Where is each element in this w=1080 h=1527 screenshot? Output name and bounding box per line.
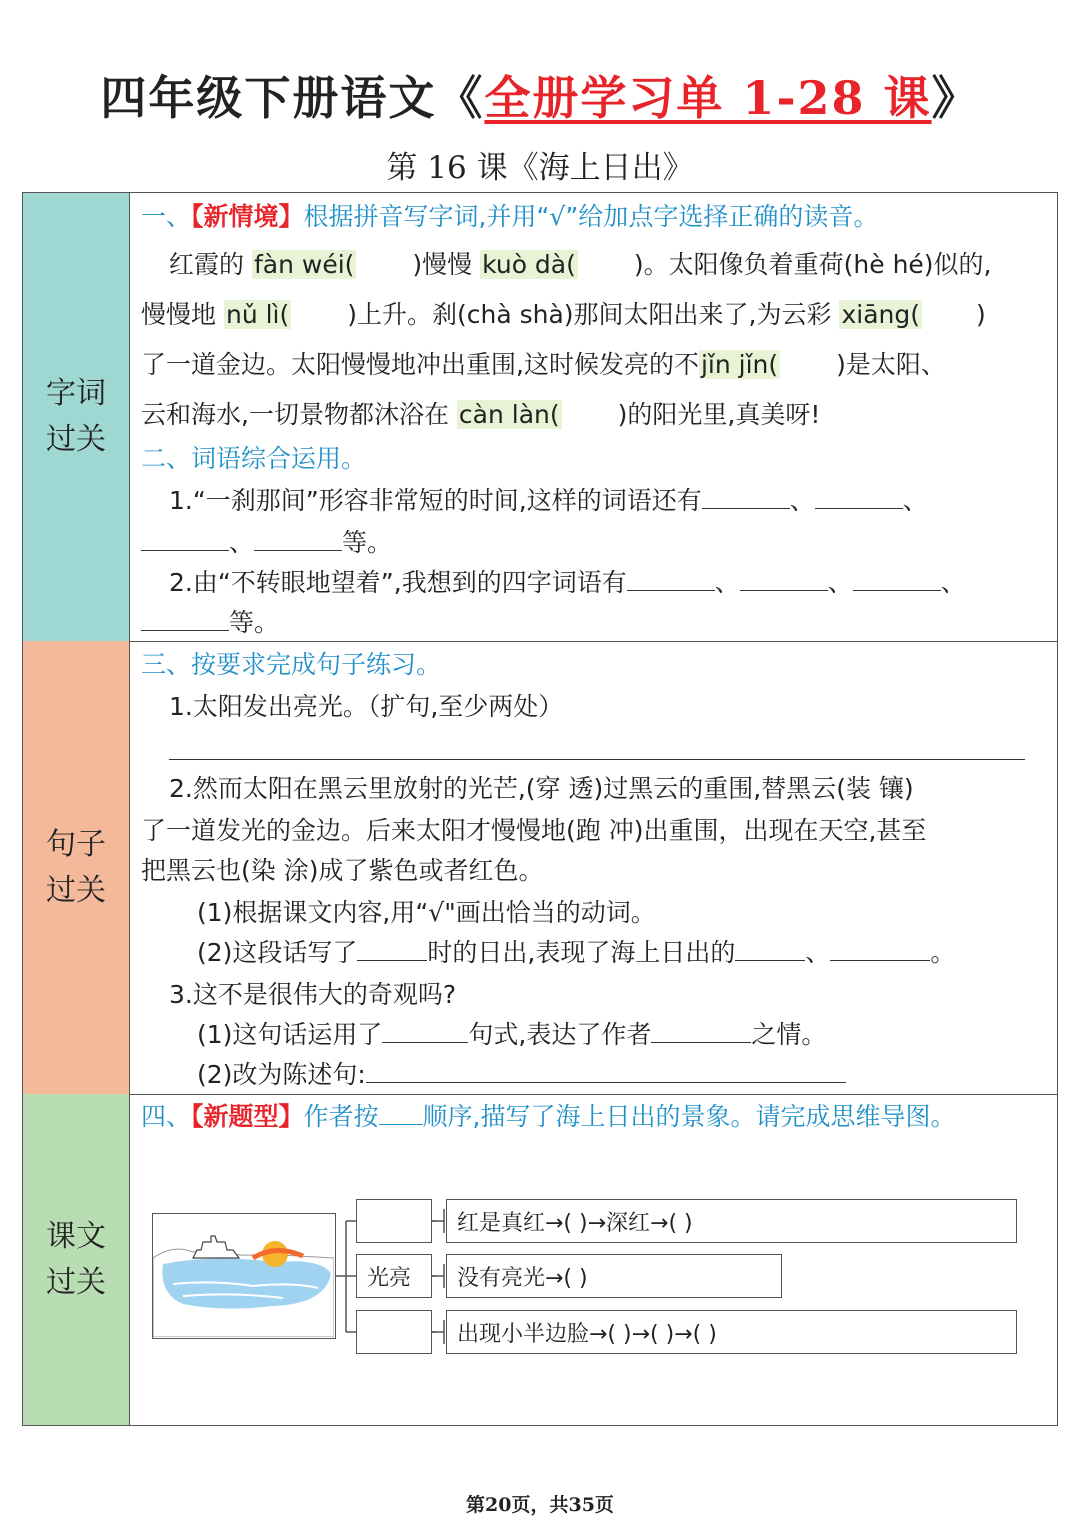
pinyin-line-2: 慢慢地 nǔ lì( )上升。刹(chà shà)那间太阳出来了,为云彩 xiāng( ) — [141, 300, 986, 329]
answer-blank[interactable] — [651, 1016, 751, 1043]
pinyin-line-3: 了一道金边。太阳慢慢地冲出重围,这时候发亮的不jǐn jǐn( )是太阳、 — [141, 350, 946, 379]
answer-blank[interactable] — [141, 524, 229, 551]
answer-blank[interactable] — [627, 564, 715, 591]
q1-heading: 一、【新情境】根据拼音写字词,并用“√”给加点字选择正确的读音。 — [141, 202, 879, 231]
mindmap-detail-2: 没有亮光→( ) — [446, 1254, 782, 1298]
pinyin-line-4: 云和海水,一切景物都沐浴在 càn làn( )的阳光里,真美呀! — [141, 400, 821, 429]
answer-blank[interactable] — [853, 564, 941, 591]
q2-item-1-cont: 、 等。 — [141, 523, 392, 559]
label-text: 课文 过关 — [23, 1094, 130, 1425]
answer-blank[interactable] — [830, 934, 930, 961]
q2-item-2-cont: 等。 — [141, 603, 279, 639]
answer-blank[interactable] — [815, 482, 903, 509]
answer-blank[interactable] — [735, 934, 805, 961]
worksheet-table — [22, 192, 1058, 1426]
q4-heading: 四、【新题型】作者按 顺序,描写了海上日出的景象。请完成思维导图。 — [141, 1097, 956, 1133]
s3-sub-1: (1)这句话运用了 句式,表达了作者 之情。 — [197, 1015, 826, 1051]
s2-line-a: 2.然而太阳在黑云里放射的光芒,(穿 透)过黑云的重围,替黑云(装 镶) — [169, 774, 914, 803]
s1-text: 1.太阳发出亮光。（扩句,至少两处） — [169, 692, 564, 721]
q3-heading: 三、按要求完成句子练习。 — [141, 650, 442, 679]
answer-blank[interactable] — [740, 564, 828, 591]
answer-blank[interactable] — [357, 934, 427, 961]
answer-blank[interactable] — [366, 1056, 846, 1083]
s1-answer-line[interactable] — [169, 733, 1025, 760]
mindmap-node-3[interactable] — [356, 1310, 432, 1354]
answer-blank[interactable] — [141, 604, 229, 631]
answer-blank[interactable] — [702, 482, 790, 509]
lesson-subtitle: 第 16 课《海上日出》 — [386, 150, 694, 186]
q2-heading: 二、词语综合运用。 — [141, 444, 367, 473]
answer-blank[interactable] — [379, 1098, 423, 1125]
pinyin-line-1: 红霞的 fàn wéi( )慢慢 kuò dà( )。太阳像负着重荷(hè hé)似的, — [169, 250, 992, 279]
label-words: 字词 过关 — [23, 193, 130, 641]
answer-blank[interactable] — [254, 524, 342, 551]
s3-sub-2: (2)改为陈述句: — [197, 1055, 846, 1091]
s2-sub-2: (2)这段话写了 时的日出,表现了海上日出的 、 。 — [197, 933, 955, 969]
mindmap-detail-3: 出现小半边脸→( )→( )→( ) — [446, 1310, 1017, 1354]
label-sentences: 句子 过关 — [23, 641, 130, 1094]
answer-blank[interactable] — [382, 1016, 468, 1043]
mindmap-detail-1: 红是真红→( )→深红→( ) — [446, 1199, 1017, 1243]
sunrise-illustration — [152, 1213, 336, 1339]
q2-item-1: 1.“一刹那间”形容非常短的时间,这样的词语还有 、 、 — [169, 481, 928, 517]
s2-sub-1: (1)根据课文内容,用“√"画出恰当的动词。 — [197, 898, 656, 927]
s3-text: 3.这不是很伟大的奇观吗? — [169, 980, 457, 1009]
mindmap-node-2: 光亮 — [356, 1254, 432, 1298]
mindmap-node-1[interactable] — [356, 1199, 432, 1243]
s2-line-c: 把黑云也(染 涂)成了紫色或者红色。 — [141, 856, 544, 885]
page-footer: 第20页，共35页 — [466, 1494, 614, 1516]
q2-item-2: 2.由“不转眼地望着”,我想到的四字词语有 、 、 、 — [169, 563, 966, 599]
s2-line-b: 了一道发光的金边。后来太阳才慢慢地(跑 冲)出重围，出现在天空,甚至 — [141, 816, 927, 845]
page-title: 四年级下册语文《全册学习单 1-28 课》 — [100, 71, 980, 125]
